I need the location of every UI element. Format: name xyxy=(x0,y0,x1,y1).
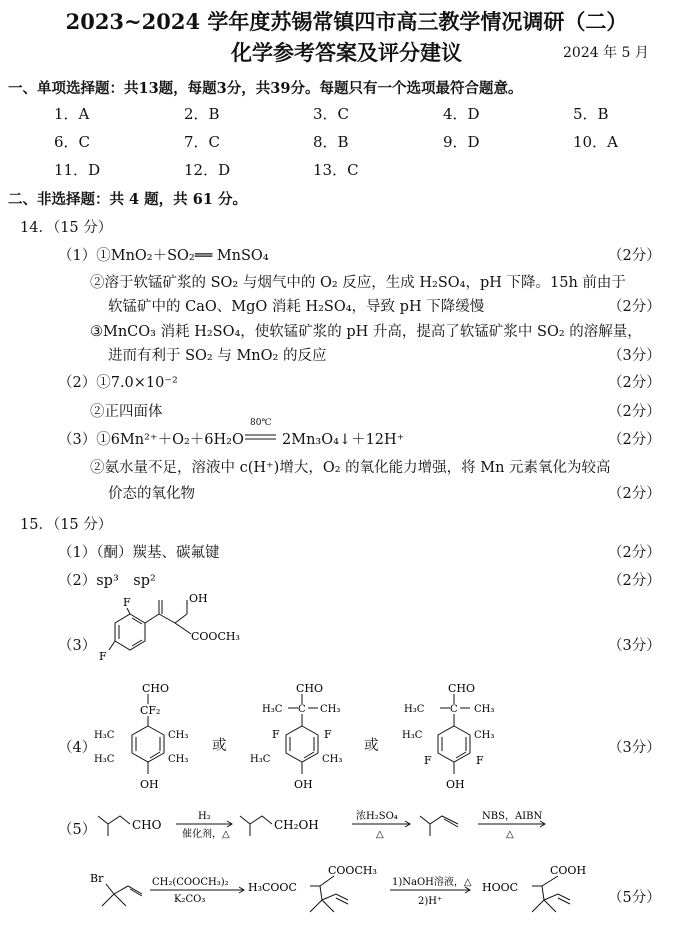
methyl-label: H₃C xyxy=(262,704,283,715)
route-row-2 xyxy=(84,860,608,930)
fluoro-label: F xyxy=(123,596,131,609)
condition-label: 2)H⁺ xyxy=(418,896,443,907)
score: （2分） xyxy=(608,375,661,391)
methyl-label: H₃C xyxy=(250,754,271,765)
section1-heading: 一、单项选择题：共13题，每题3分，共39分。每题只有一个选项最符合题意。 xyxy=(8,80,523,97)
difluoromethylene-label: CF₂ xyxy=(140,704,161,717)
methyl-label: H₃C xyxy=(94,730,115,741)
methyl-label: CH₃ xyxy=(168,730,189,741)
q14-2-b: ②正四面体 xyxy=(90,404,163,420)
bromo-label: Br xyxy=(90,872,104,885)
q15-5: （5） xyxy=(58,822,97,838)
condition-label: △ xyxy=(376,829,384,840)
score: （5分） xyxy=(608,890,661,906)
answer-item: 4．D xyxy=(443,105,480,123)
aldehyde-label: CHO xyxy=(142,682,170,695)
q14-1-c-line2: 进而有利于 SO₂ 与 MnO₂ 的反应 xyxy=(108,348,327,364)
hydroxyl-label: OH xyxy=(294,778,313,791)
methyl-label: CH₃ xyxy=(474,704,495,715)
fluoro-label: F xyxy=(324,728,332,741)
q14-1-c-line1: ③MnCO₃ 消耗 H₂SO₄，使软锰矿浆的 pH 升高，提高了软锰矿浆中 SO₂ 的溶解量， xyxy=(90,324,642,340)
score: （2分） xyxy=(608,486,661,502)
score: （2分） xyxy=(608,432,661,448)
carbon-label: C xyxy=(298,704,306,715)
score: （2分） xyxy=(608,248,661,264)
reagent-label: NBS，AIBN xyxy=(482,811,543,822)
hydroxyl-label: OH xyxy=(446,778,465,791)
document-title: 2023~2024 学年度苏锡常镇四市高三教学情况调研（二） xyxy=(65,9,628,34)
answer-item: 6．C xyxy=(54,133,91,151)
q14-3-b-line2: 价态的氧化物 xyxy=(108,486,195,502)
acid-label: COOH xyxy=(550,864,587,877)
q15-4: （4） xyxy=(58,740,97,756)
methyl-label: CH₃ xyxy=(474,730,495,741)
score: （3分） xyxy=(608,740,661,756)
ester-label: COOCH₃ xyxy=(191,630,240,643)
document-subtitle: 化学参考答案及评分建议 xyxy=(231,40,462,65)
structure-q15-4c xyxy=(396,680,512,792)
condition-label: K₂CO₃ xyxy=(174,894,206,905)
methyl-label: CH₃ xyxy=(320,704,341,715)
condition-label: 催化剂，△ xyxy=(182,829,230,840)
q15-3: （3） xyxy=(58,638,97,654)
answer-item: 10．A xyxy=(573,133,618,151)
q14-label: 14．（15 分） xyxy=(20,220,113,236)
answer-item: 12．D xyxy=(184,161,231,179)
reaction-condition: 80℃ xyxy=(250,418,272,428)
or-label: 或 xyxy=(364,738,379,754)
carbon-label: C xyxy=(450,704,458,715)
answer-item: 3．C xyxy=(313,105,350,123)
ester-label: H₃COOC xyxy=(248,881,297,894)
fluoro-label: F xyxy=(476,754,484,767)
hydroxyl-label: OH xyxy=(189,592,208,605)
reagent-label: H₂ xyxy=(198,811,211,822)
q14-3-a-left: （3）①6Mn²⁺＋O₂＋6H₂O xyxy=(58,432,244,448)
q14-2-a: （2）①7.0×10⁻² xyxy=(58,375,178,391)
methyl-label: H₃C xyxy=(402,730,423,741)
answer-item: 2．B xyxy=(184,105,220,123)
q15-2: （2）sp³ sp² xyxy=(58,573,156,589)
score: （2分） xyxy=(608,573,661,589)
or-label: 或 xyxy=(212,738,227,754)
double-arrow-icon xyxy=(244,432,278,442)
q14-1-b-line1: ②溶于软锰矿浆的 SO₂ 与烟气中的 O₂ 反应，生成 H₂SO₄，pH 下降。15h 前由于 xyxy=(90,275,626,291)
route-row-1 xyxy=(90,798,650,848)
score: （2分） xyxy=(608,404,661,420)
answer-item: 13．C xyxy=(313,161,359,179)
aldehyde-label: CHO xyxy=(448,682,476,695)
methyl-label: H₃C xyxy=(94,754,115,765)
answer-item: 1．A xyxy=(54,105,90,123)
answer-item: 8．B xyxy=(313,133,349,151)
fluoro-label: F xyxy=(272,728,280,741)
q14-3-a-right: 2Mn₃O₄↓＋12H⁺ xyxy=(282,432,405,448)
q15-label: 15．（15 分） xyxy=(20,517,113,533)
fluoro-label: F xyxy=(99,650,107,663)
reagent-label: CH₂(COOCH₃)₂ xyxy=(152,877,229,888)
answer-item: 9．D xyxy=(443,133,480,151)
reagent-label: 1)NaOH溶液，△ xyxy=(392,877,472,888)
condition-label: △ xyxy=(506,829,514,840)
fluoro-label: F xyxy=(424,754,432,767)
section2-heading: 二、非选择题：共 4 题，共 61 分。 xyxy=(8,191,247,208)
structure-q15-4b xyxy=(244,680,360,792)
q14-1-a: （1）①MnO₂＋SO₂══ MnSO₄ xyxy=(58,248,269,264)
answer-item: 11．D xyxy=(54,161,101,179)
methyl-label: CH₃ xyxy=(322,754,343,765)
q14-3-b-line1: ②氨水量不足，溶液中 c(H⁺)增大，O₂ 的氧化能力增强，将 Mn 元素氧化为较高 xyxy=(90,460,611,476)
aldehyde-label: CHO xyxy=(132,818,162,832)
ester-label: COOCH₃ xyxy=(328,864,377,877)
answer-item: 5．B xyxy=(573,105,609,123)
answer-item: 7．C xyxy=(184,133,221,151)
score: （3分） xyxy=(608,348,661,364)
structure-q15-4a xyxy=(92,680,204,792)
hydroxyl-label: OH xyxy=(140,778,159,791)
methyl-label: CH₃ xyxy=(168,754,189,765)
structure-q15-3 xyxy=(95,592,265,672)
q14-1-b-line2: 软锰矿中的 CaO、MgO 消耗 H₂SO₄，导致 pH 下降缓慢 xyxy=(108,299,485,315)
q15-1: （1）（酮）羰基、碳氟键 xyxy=(58,545,220,561)
alcohol-label: CH₂OH xyxy=(274,818,319,832)
acid-label: HOOC xyxy=(482,881,519,894)
reagent-label: 浓H₂SO₄ xyxy=(356,811,398,822)
document-date: 2024 年 5 月 xyxy=(563,45,649,61)
score: （2分） xyxy=(608,299,661,315)
score: （2分） xyxy=(608,545,661,561)
aldehyde-label: CHO xyxy=(296,682,324,695)
methyl-label: H₃C xyxy=(404,704,425,715)
score: （3分） xyxy=(608,638,661,654)
